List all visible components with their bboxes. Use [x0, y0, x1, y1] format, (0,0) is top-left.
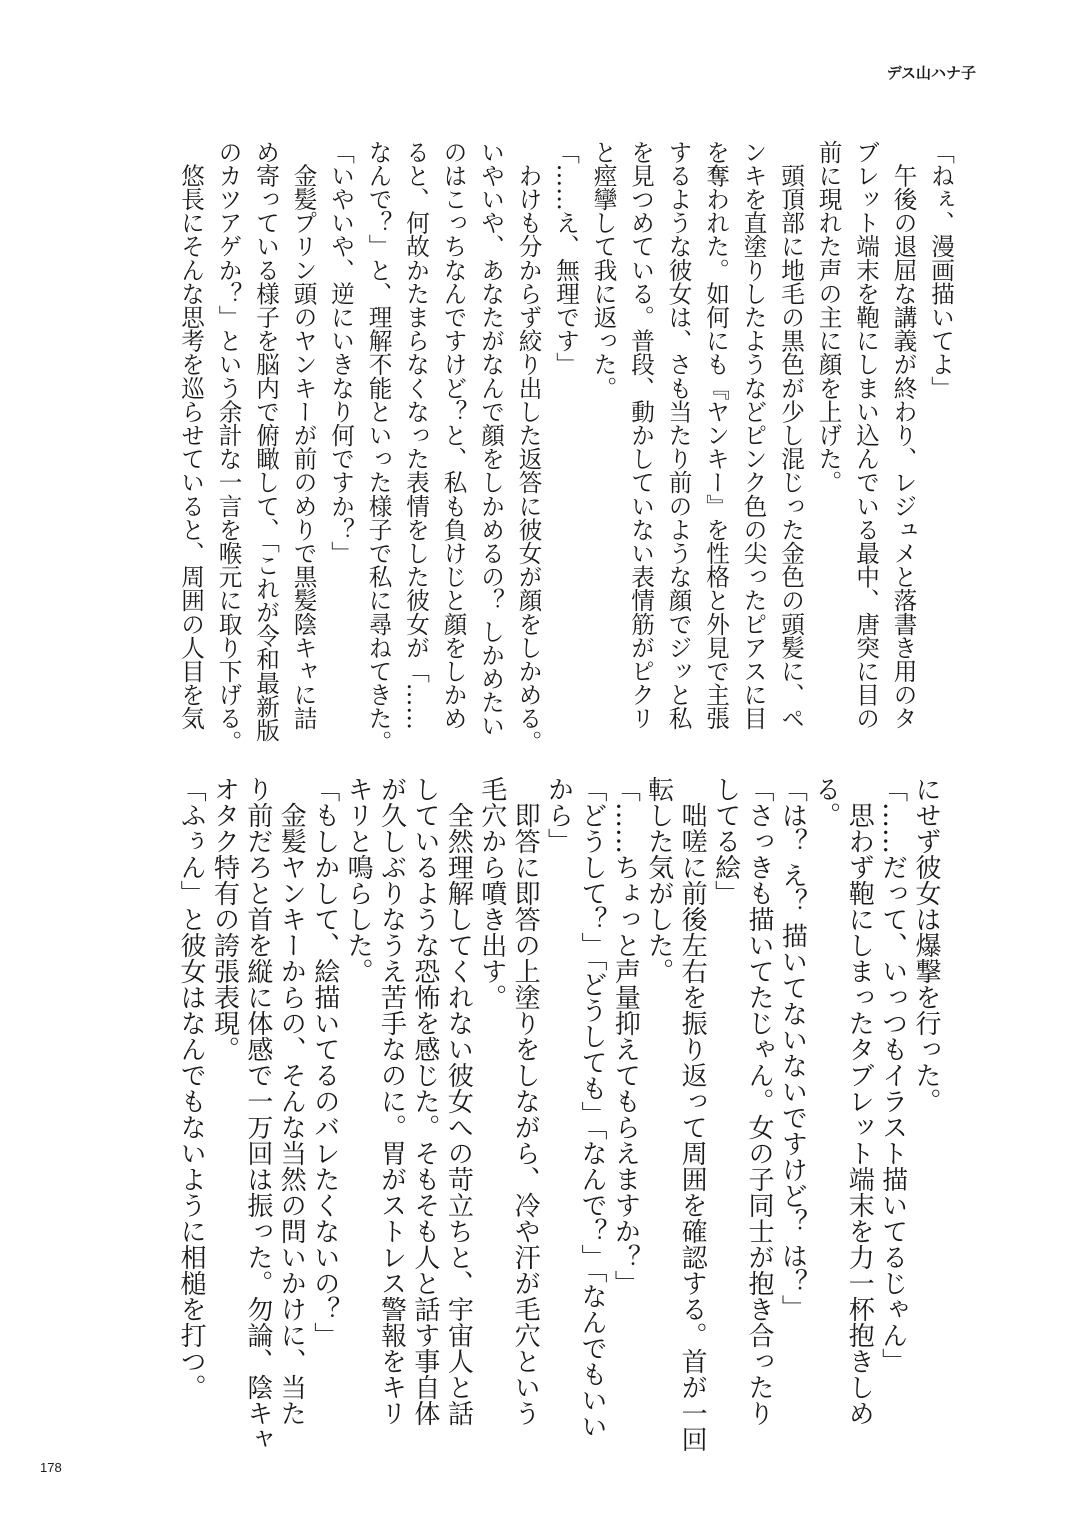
text-line: 金髪ヤンキーからの、そんな当然の問いかけに、当た	[276, 776, 307, 1426]
text-line: 転した気がした。	[643, 776, 674, 984]
text-line: 前に現れた声の主に顔を上げた。	[814, 140, 843, 494]
text-line: を見つめている。普段、動かしていない表情筋がピクリ	[627, 140, 655, 730]
text-line: してる絵」	[710, 776, 741, 906]
text-line: オタク特有の誇張表現。	[209, 776, 240, 1062]
text-line: を奪われた。如何にも『ヤンキー』を性格と外見で主張	[702, 140, 730, 730]
text-line: 「さっきも描いてたじゃん。女の子同士が抱き合ったり	[743, 776, 774, 1426]
text-line: 金髪プリン頭のヤンキーが前のめりで黒髪陰キャに詰	[289, 140, 318, 730]
text-line: 「ねぇ、漫画描いてよ」	[927, 140, 955, 400]
text-line: するような彼女は、さも当たり前のような顔でジッと私	[664, 140, 693, 730]
text-line: が久しぶりなうえ苦手なのに。胃がストレス警報をキリ	[376, 776, 407, 1426]
text-line: 午後の退屈な講義が終わり、レジュメと落書き用のタ	[889, 140, 918, 730]
text-line: のカツアゲか？」という余計な一言を喉元に取り下げる。	[214, 140, 243, 754]
text-line: しているような恐怖を感じた。そもそも人と話す事自体	[409, 776, 440, 1426]
text-line: キリと鳴らした。	[343, 776, 374, 984]
author-name: デス山ハナ子	[886, 64, 976, 82]
text-line: ブレット端末を鞄にしまい込んでいる最中、唐突に目の	[852, 140, 880, 730]
text-block-bottom	[174, 776, 942, 1452]
text-line: 全然理解してくれない彼女への苛立ちと、宇宙人と話	[443, 776, 474, 1426]
text-line: め寄っている様子を脳内で俯瞰して、「これが令和最新版	[252, 140, 280, 742]
text-line: 毛穴から噴き出す。	[476, 776, 507, 1010]
text-line: 「……だって、いっつもイラスト描いてるじゃん」	[877, 776, 908, 1374]
text-line: る。	[810, 776, 841, 828]
text-line: 悠長にそんな思考を巡らせていると、周囲の人目を気	[177, 140, 205, 730]
text-line: 即答に即答の上塗りをしながら、冷や汗が毛穴という	[510, 776, 541, 1426]
text-line: り前だろと首を縦に体感で一万回は振った。勿論、陰キャ	[242, 776, 273, 1452]
text-line: 「もしかして、絵描いてるのバレたくないの？」	[309, 776, 340, 1348]
text-line: 「いやいや、逆にいきなり何ですか？」	[327, 140, 355, 565]
text-line: 思わず鞄にしまったタブレット端末を力一杯抱きしめ	[844, 776, 875, 1426]
text-block-top	[172, 140, 960, 754]
text-line: 「ふぅん」と彼女はなんでもないように相槌を打つ。	[176, 776, 207, 1400]
text-line: わけも分からず絞り出した返答に彼女が顔をしかめる。	[514, 140, 543, 754]
text-line: なんで？」と、理解不能といった様子で私に尋ねてきた。	[364, 140, 393, 754]
page-number: 178	[40, 1460, 62, 1475]
text-line: にせず彼女は爆撃を行った。	[911, 776, 941, 1114]
text-line: と痙攣して我に返った。	[589, 140, 618, 400]
text-line: いやいや、あなたがなんで顔をしかめるの？ しかめたい	[477, 140, 505, 738]
text-line: ンキを直塗りしたようなどピンク色の尖ったピアスに目	[739, 140, 768, 730]
text-line: ると、何故かたまらなくなった表情をした彼女が「……	[402, 140, 430, 730]
text-line: 咄嗟に前後左右を振り返って周囲を確認する。首が一回	[677, 776, 708, 1452]
text-line: のはこっちなんですけど？と、私も負けじと顔をしかめ	[439, 140, 468, 730]
text-line: 頭頂部に地毛の黒色が少し混じった金色の頭髪に、ペ	[777, 140, 805, 730]
text-line: から」	[543, 776, 574, 854]
text-line: 「は？ え？ 描いてないないですけど？ は？」	[777, 776, 808, 1321]
text-line: 「……え、無理です」	[552, 140, 580, 376]
text-line: 「……ちょっと声量抑えてもらえますか？」	[610, 776, 641, 1296]
text-line: 「どうして？」「どうしても」「なんで？」「なんでもいい	[576, 776, 607, 1439]
